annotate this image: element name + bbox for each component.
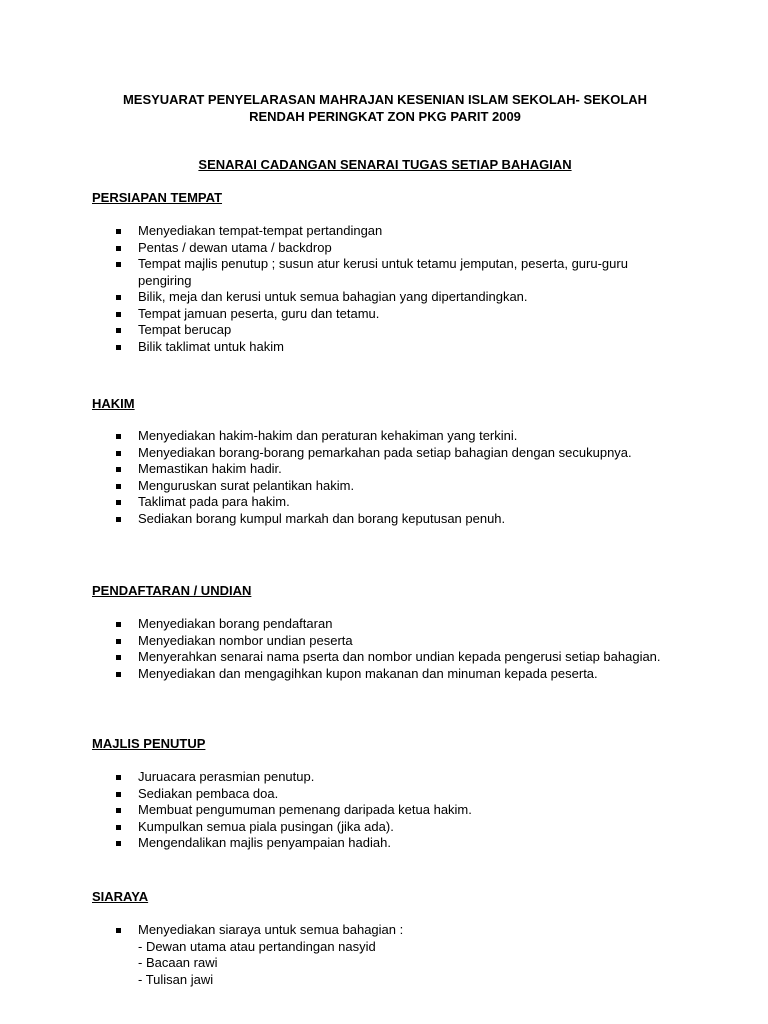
bullet-icon bbox=[116, 928, 121, 933]
sub-item: - Tulisan jawi bbox=[138, 971, 214, 987]
heading-hakim: HAKIM bbox=[92, 396, 135, 411]
title-line-2: RENDAH PERINGKAT ZON PKG PARIT 2009 bbox=[249, 109, 521, 124]
list-item: Menyediakan hakim-hakim dan peraturan kehakiman yang terkini. bbox=[116, 428, 678, 445]
list-item: Sediakan pembaca doa. bbox=[116, 786, 678, 803]
bullet-icon bbox=[116, 345, 121, 350]
list-item: Menyediakan dan mengagihkan kupon makanan dan minuman kepada peserta. bbox=[116, 666, 678, 683]
bullet-icon bbox=[116, 841, 121, 846]
bullet-icon bbox=[116, 655, 121, 660]
bullet-icon bbox=[116, 672, 121, 677]
bullet-icon bbox=[116, 467, 121, 472]
document-subtitle: SENARAI CADANGAN SENARAI TUGAS SETIAP BAHAGIAN bbox=[198, 157, 572, 172]
list-majlis-penutup bbox=[116, 769, 678, 852]
bullet-icon bbox=[116, 451, 121, 456]
list-item: Menyediakan borang-borang pemarkahan pada setiap bahagian dengan secukupnya. bbox=[116, 445, 678, 462]
bullet-icon bbox=[116, 500, 121, 505]
list-item: Juruacara perasmian penutup. bbox=[116, 769, 678, 786]
bullet-icon bbox=[116, 312, 121, 317]
list-item: Tempat majlis penutup ; susun atur kerusi untuk tetamu jemputan, peserta, guru-guru pengiring bbox=[116, 256, 678, 289]
bullet-icon bbox=[116, 328, 121, 333]
document-title bbox=[90, 91, 680, 125]
sub-item: - Bacaan rawi bbox=[138, 955, 218, 970]
sub-item: - Dewan utama atau pertandingan nasyid bbox=[138, 938, 376, 954]
bullet-icon bbox=[116, 622, 121, 627]
list-siaraya bbox=[116, 922, 678, 988]
bullet-icon bbox=[116, 775, 121, 780]
heading-majlis-penutup: MAJLIS PENUTUP bbox=[92, 736, 206, 751]
list-item: Menyediakan tempat-tempat pertandingan bbox=[116, 223, 678, 240]
bullet-icon bbox=[116, 484, 121, 489]
list-item: Bilik taklimat untuk hakim bbox=[116, 339, 678, 356]
bullet-icon bbox=[116, 262, 121, 267]
list-item: Membuat pengumuman pemenang daripada ketua hakim. bbox=[116, 802, 678, 819]
list-item: Tempat berucap bbox=[116, 322, 678, 339]
bullet-icon bbox=[116, 792, 121, 797]
list-item: Mengendalikan majlis penyampaian hadiah. bbox=[116, 835, 678, 852]
bullet-icon bbox=[116, 295, 121, 300]
list-item: Memastikan hakim hadir. bbox=[116, 461, 678, 478]
bullet-icon bbox=[116, 825, 121, 830]
list-hakim bbox=[116, 428, 678, 527]
bullet-icon bbox=[116, 246, 121, 251]
bullet-icon bbox=[116, 517, 121, 522]
list-item: Menyediakan nombor undian peserta bbox=[116, 633, 678, 650]
heading-pendaftaran-undian: PENDAFTARAN / UNDIAN bbox=[92, 583, 252, 598]
bullet-icon bbox=[116, 229, 121, 234]
list-item: Tempat jamuan peserta, guru dan tetamu. bbox=[116, 306, 678, 323]
list-item: Menyediakan siaraya untuk semua bahagian : - Dewan utama atau pertandingan nasyid - Bacaan rawi - Tulisan jawi bbox=[116, 922, 678, 988]
bullet-icon bbox=[116, 639, 121, 644]
siaraya-sublist bbox=[138, 939, 678, 989]
list-item: Kumpulkan semua piala pusingan (jika ada). bbox=[116, 819, 678, 836]
list-item: Menguruskan surat pelantikan hakim. bbox=[116, 478, 678, 495]
list-pendaftaran-undian bbox=[116, 616, 678, 682]
title-line-1: MESYUARAT PENYELARASAN MAHRAJAN KESENIAN ISLAM SEKOLAH- SEKOLAH bbox=[122, 92, 648, 107]
list-item: Pentas / dewan utama / backdrop bbox=[116, 240, 678, 257]
list-item: Menyerahkan senarai nama pserta dan nombor undian kepada pengerusi setiap bahagian. bbox=[116, 649, 678, 666]
list-item: Menyediakan borang pendaftaran bbox=[116, 616, 678, 633]
list-persiapan-tempat bbox=[116, 223, 678, 355]
list-item: Sediakan borang kumpul markah dan borang keputusan penuh. bbox=[116, 511, 678, 528]
heading-siaraya: SIARAYA bbox=[92, 889, 149, 904]
heading-persiapan-tempat: PERSIAPAN TEMPAT bbox=[92, 190, 223, 205]
list-item: Bilik, meja dan kerusi untuk semua bahagian yang dipertandingkan. bbox=[116, 289, 678, 306]
bullet-icon bbox=[116, 434, 121, 439]
bullet-icon bbox=[116, 808, 121, 813]
list-item: Taklimat pada para hakim. bbox=[116, 494, 678, 511]
